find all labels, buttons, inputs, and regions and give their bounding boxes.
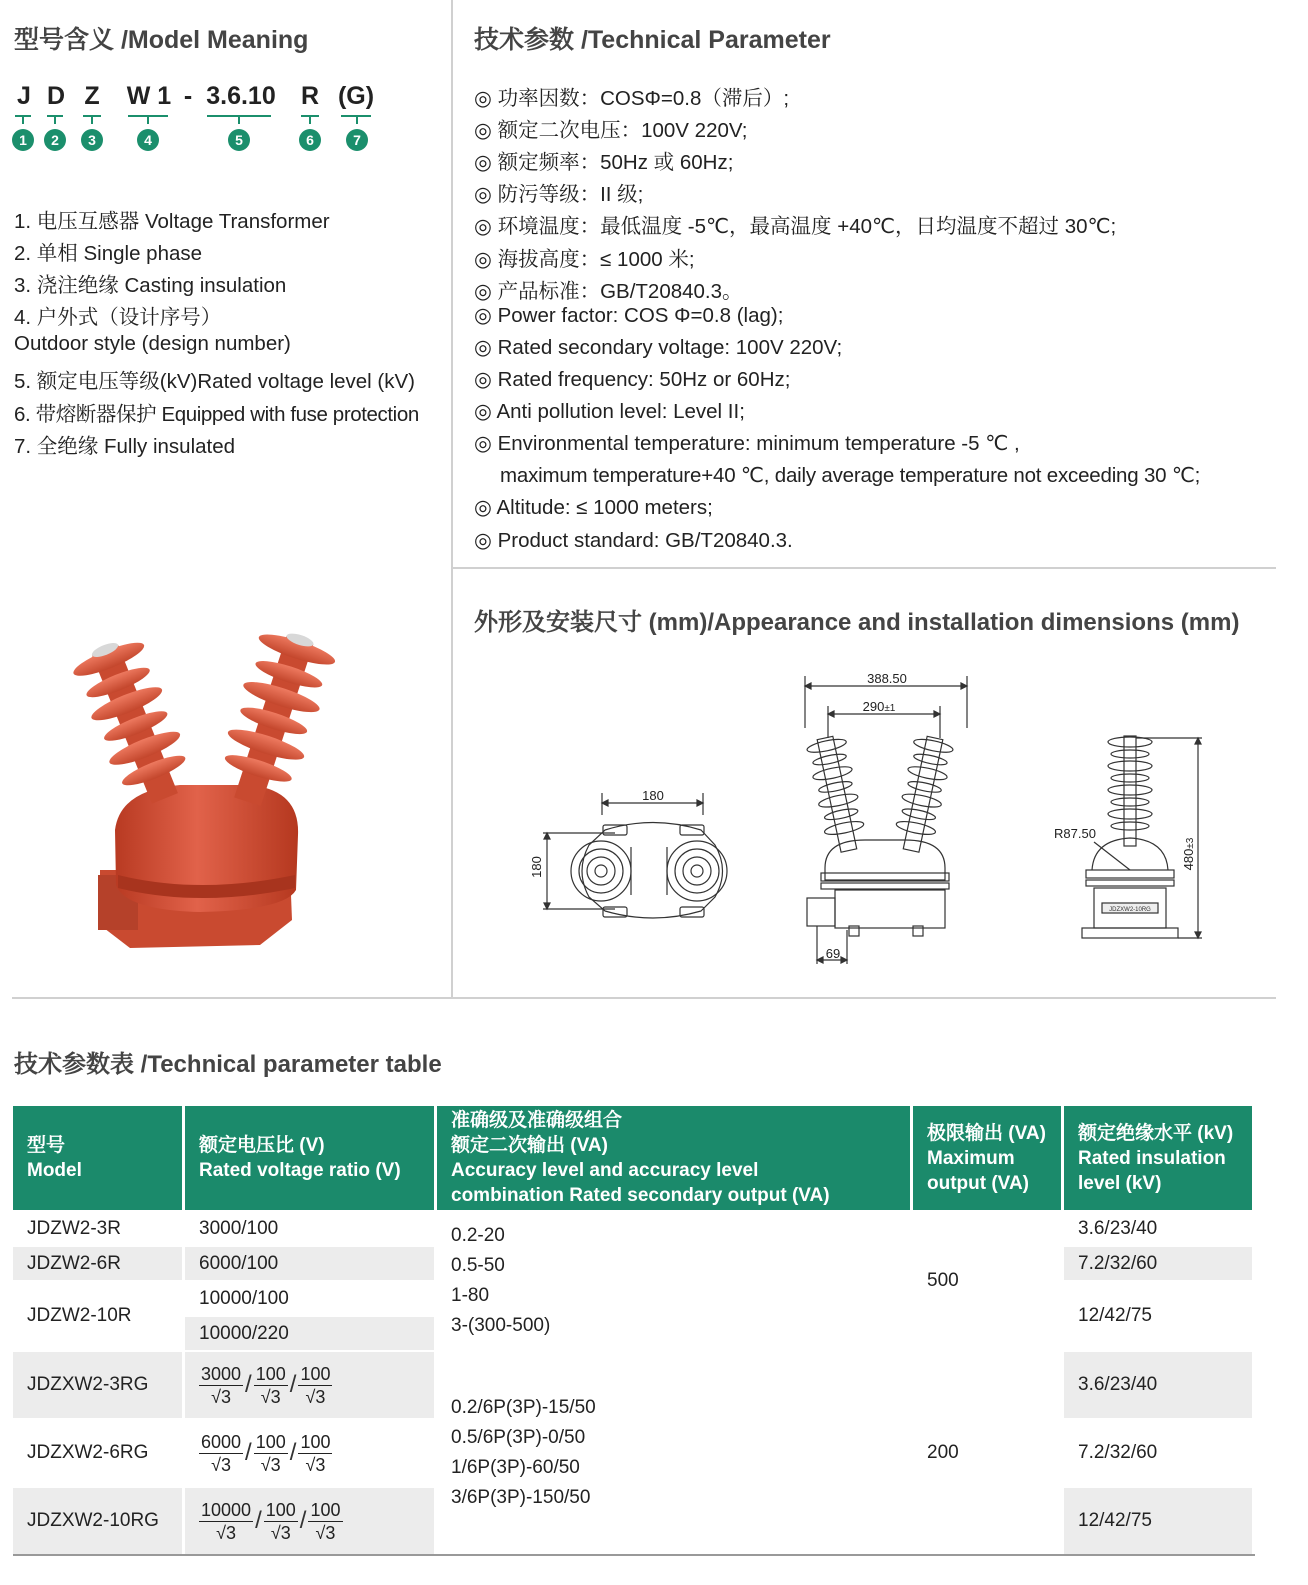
bullet-icon: ◎ [474, 119, 492, 142]
table-cell-accuracy: 0.2-20 0.5-50 1-80 3-(300-500) [451, 1225, 551, 1336]
dim-top-width: 180 [642, 788, 664, 803]
list-item: 4. 户外式（设计序号） [14, 306, 222, 329]
bullet-icon: ◎ [474, 151, 492, 174]
list-item-continuation: maximum temperature+40 ℃, daily average temperature not exceeding 30 ℃; [500, 464, 1201, 487]
table-cell-model: JDZXW2-6RG [27, 1442, 149, 1463]
model-meaning-title: 型号含义 /Model Meaning [14, 26, 309, 54]
code-letter: J [17, 82, 31, 110]
dimensions-title: 外形及安装尺寸 (mm)/Appearance and installation dimensions (mm) [474, 609, 1240, 636]
code-letter: Z [84, 82, 100, 110]
list-item: ◎ 防污等级：II 级; [474, 183, 644, 206]
dim-side-height: 480±3 [1181, 837, 1196, 871]
bullet-icon: ◎ [474, 87, 492, 110]
bullet-icon: ◎ [474, 368, 492, 391]
list-item: ◎ 功率因数：COSΦ=0.8（滞后）; [474, 87, 790, 110]
table-cell-insulation: 12/42/75 [1064, 1488, 1252, 1554]
list-item: ◎ Product standard: GB/T20840.3. [474, 529, 793, 552]
list-item: ◎ 产品标准：GB/T20840.3。 [474, 280, 743, 303]
code-number-badge: 1 [12, 129, 34, 151]
list-item: 6. 带熔断器保护 Equipped with fuse protection [14, 403, 419, 426]
table-bottom-rule [13, 1554, 1255, 1556]
code-number-badge: 4 [137, 129, 159, 151]
code-letter: 3.6.10 [206, 82, 276, 110]
header-model: 型号 Model [13, 1106, 182, 1210]
product-photo [30, 620, 370, 955]
code-number-badge: 7 [346, 129, 368, 151]
code-number-badge: 5 [228, 129, 250, 151]
bullet-icon: ◎ [474, 280, 492, 303]
table-cell-model: JDZW2-10R [27, 1305, 132, 1326]
list-item: ◎ Environmental temperature: minimum temperature -5 ℃ , [474, 432, 1020, 455]
dim-side-radius: R87.50 [1054, 826, 1096, 841]
list-item: ◎ Rated secondary voltage: 100V 220V; [474, 336, 843, 359]
table-cell-ratio: 3000/100 [199, 1217, 279, 1239]
code-letter: W 1 [126, 82, 172, 110]
top-view-drawing [525, 785, 740, 920]
code-number-badge: 6 [299, 129, 321, 151]
bullet-icon: ◎ [474, 529, 492, 552]
header-accuracy: 准确级及准确级组合 额定二次输出 (VA) Accuracy level and accuracy level combination Rated secondary output (VA) [437, 1106, 910, 1210]
list-item: 5. 额定电压等级(kV)Rated voltage level (kV) [14, 370, 416, 393]
list-item: ◎ Anti pollution level: Level II; [474, 400, 745, 423]
bullet-icon: ◎ [474, 400, 492, 423]
column-divider [451, 0, 453, 997]
list-item: ◎ 环境温度：最低温度 -5℃，最高温度 +40℃，日均温度不超过 30℃; [474, 215, 1117, 238]
table-cell-model: JDZXW2-3RG [13, 1352, 182, 1418]
table-cell-insulation: 7.2/32/60 [1078, 1442, 1158, 1463]
code-letter: - [183, 82, 193, 110]
bullet-icon: ◎ [474, 248, 492, 271]
dim-front-total: 388.50 [867, 671, 907, 686]
list-item: 7. 全绝缘 Fully insulated [14, 435, 236, 458]
header-voltage-ratio: 额定电压比 (V) Rated voltage ratio (V) [185, 1106, 434, 1210]
section-divider [453, 567, 1276, 569]
list-item: ◎ 额定二次电压：100V 220V; [474, 119, 748, 142]
header-insulation: 额定绝缘水平 (kV) Rated insulation level (kV) [1064, 1106, 1252, 1210]
table-cell-max-output: 200 [927, 1442, 959, 1463]
list-item: ◎ 额定频率：50Hz 或 60Hz; [474, 151, 734, 174]
bullet-icon: ◎ [474, 496, 492, 519]
table-cell-ratio: 10000/220 [185, 1317, 434, 1350]
dim-front-base: 69 [825, 946, 841, 961]
section-divider [12, 997, 1276, 999]
dim-front-span: 290±1 [862, 699, 896, 714]
code-number-badge: 3 [81, 129, 103, 151]
list-item: 1. 电压互感器 Voltage Transformer [14, 210, 330, 233]
nameplate-label: JDZXW2-10RG [1109, 907, 1151, 913]
list-item: ◎ 海拔高度：≤ 1000 米; [474, 248, 695, 271]
table-cell-insulation: 3.6/23/40 [1064, 1352, 1252, 1418]
side-view-drawing [1050, 730, 1210, 945]
bullet-icon: ◎ [474, 336, 492, 359]
code-letter: (G) [337, 82, 375, 110]
list-item: 2. 单相 Single phase [14, 242, 203, 265]
table-cell-ratio-fraction: $\frac{10000}{√3}$ / $\frac{100}{√3}$ / $\frac{100}{√3}$ [185, 1488, 434, 1554]
dim-top-height: 180 [529, 856, 544, 878]
bullet-icon: ◎ [474, 215, 492, 238]
table-cell-ratio: 10000/100 [199, 1287, 289, 1309]
table-cell-model: JDZXW2-10RG [13, 1488, 182, 1554]
table-cell-model: JDZW2-6R [13, 1247, 182, 1280]
table-cell-accuracy: 0.2/6P(3P)-15/50 0.5/6P(3P)-0/50 1/6P(3P)-60/50 3/6P(3P)-150/50 [451, 1397, 596, 1508]
list-item: ◎ Altitude: ≤ 1000 meters; [474, 496, 713, 519]
code-letter: D [46, 82, 66, 110]
table-cell-ratio: 6000/100 [185, 1247, 434, 1280]
list-item: ◎ Rated frequency: 50Hz or 60Hz; [474, 368, 791, 391]
bullet-icon: ◎ [474, 432, 492, 455]
list-item: Outdoor style (design number) [14, 332, 291, 355]
table-cell-insulation: 7.2/32/60 [1064, 1247, 1252, 1280]
bullet-icon: ◎ [474, 183, 492, 206]
table-cell-max-output: 500 [927, 1270, 959, 1291]
code-letter: R [300, 82, 320, 110]
table-title: 技术参数表 /Technical parameter table [14, 1051, 442, 1078]
technical-parameter-title: 技术参数 /Technical Parameter [474, 26, 831, 54]
list-item: 3. 浇注绝缘 Casting insulation [14, 274, 287, 297]
list-item: ◎ Power factor: COS Φ=0.8 (lag); [474, 304, 784, 327]
header-max-output: 极限输出 (VA) Maximum output (VA) [913, 1106, 1061, 1210]
bullet-icon: ◎ [474, 304, 492, 327]
table-cell-ratio-fraction: $\frac{3000}{√3}$ / $\frac{100}{√3}$ / $\frac{100}{√3}$ [185, 1352, 434, 1418]
table-cell-ratio-fraction: $\frac{6000}{√3}$ / $\frac{100}{√3}$ / $\frac{100}{√3}$ [201, 1431, 331, 1475]
table-cell-insulation: 12/42/75 [1078, 1305, 1152, 1326]
table-cell-model: JDZW2-3R [27, 1217, 121, 1239]
code-number-badge: 2 [44, 129, 66, 151]
table-cell-insulation: 3.6/23/40 [1078, 1217, 1158, 1239]
front-view-drawing [795, 668, 980, 968]
